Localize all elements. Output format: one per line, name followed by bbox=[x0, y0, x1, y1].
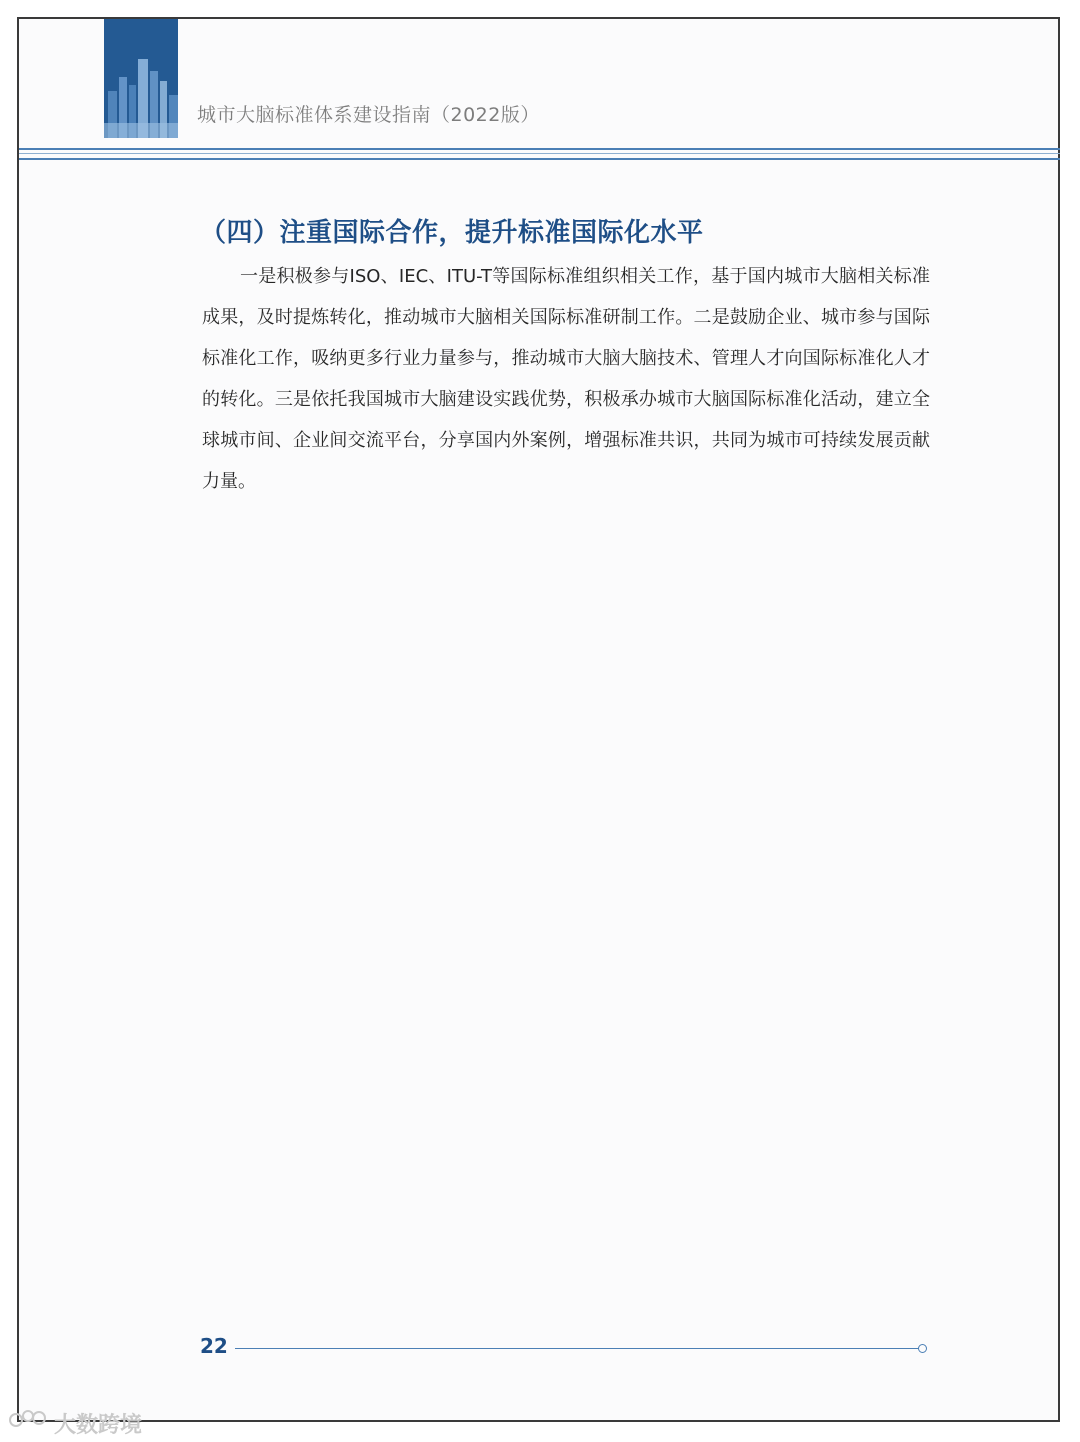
body-paragraph: 一是积极参与ISO、IEC、ITU-T等国际标准组织相关工作，基于国内城市大脑相关标准成果，及时提炼转化，推动城市大脑相关国际标准研制工作。二是鼓励企业、城市参与国际标准化工作，吸纳更多行业力量参与，推动城市大脑大脑技术、管理人才向国际标准化人才的转化。三是依托我国城市大脑建设实践优势，积极承办城市大脑国际标准化活动，建立全球城市间、企业间交流平台，分享国内外案例，增强标准共识，共同为城市可持续发展贡献力量。 bbox=[202, 266, 930, 492]
document-title: 城市大脑标准体系建设指南（2022版） bbox=[197, 104, 540, 126]
header-divider-bottom bbox=[19, 158, 1060, 160]
header-divider-top bbox=[19, 148, 1060, 150]
footer-divider bbox=[235, 1348, 919, 1349]
footer-dot bbox=[918, 1344, 927, 1353]
section-heading: （四）注重国际合作，提升标准国际化水平 bbox=[200, 218, 704, 248]
city-skyline-icon bbox=[104, 19, 178, 138]
watermark-text: 大数跨境 bbox=[54, 1412, 143, 1438]
page-number: 22 bbox=[200, 1334, 228, 1358]
header-divider-middle bbox=[19, 153, 1060, 154]
watermark bbox=[8, 1406, 142, 1440]
brand-logo-icon bbox=[8, 1406, 48, 1440]
